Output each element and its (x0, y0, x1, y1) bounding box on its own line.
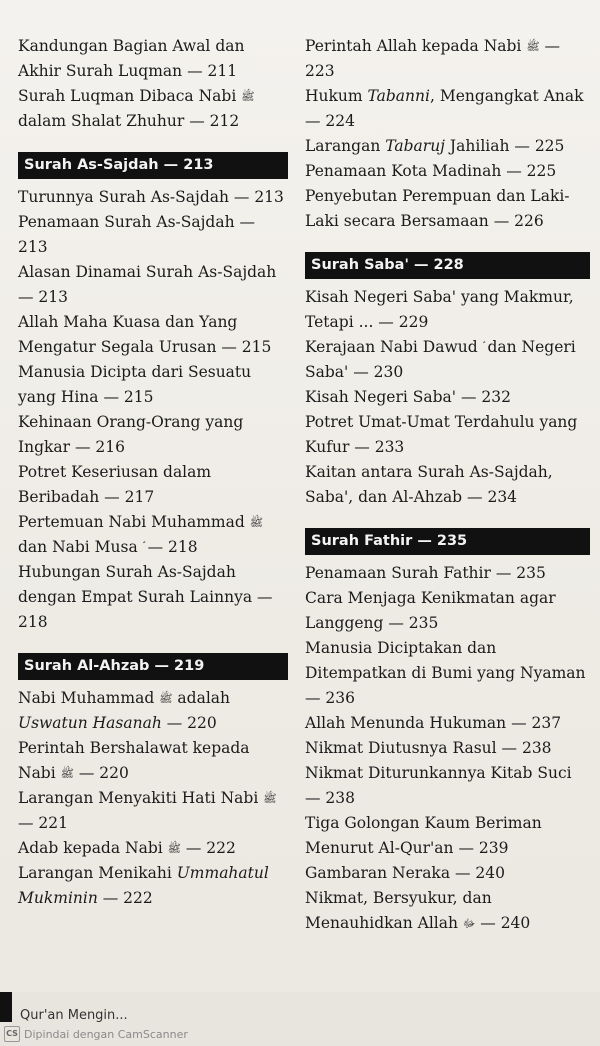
entry-text: adalah (172, 689, 230, 707)
entry-text: — 223 (305, 37, 561, 80)
entry-text: Nikmat Diutusnya Rasul — 238 (305, 739, 552, 757)
entry-text: Penyebutan Perempuan dan Laki-Laki secara Bersamaan — 226 (305, 187, 570, 230)
honorific-icon: ﷺ (167, 842, 181, 855)
toc-entry[interactable] (305, 861, 590, 886)
entry-text: Surah Luqman Dibaca Nabi (18, 87, 242, 105)
toc-entry[interactable] (18, 736, 288, 786)
entry-text: — 240 (475, 914, 531, 932)
entry-text: Kaitan antara Surah As-Sajdah, Saba', dan Al-Ahzab — 234 (305, 463, 553, 506)
section-header: Surah As-Sajdah — 213 (18, 152, 288, 179)
toc-entry[interactable] (305, 711, 590, 736)
entry-text: Kisah Negeri Saba' yang Makmur, Tetapi ... — 229 (305, 288, 574, 331)
entry-italic-term: Uswatun Hasanah (18, 714, 162, 732)
entry-text: Penamaan Surah As-Sajdah — 213 (18, 213, 256, 256)
toc-entry[interactable] (18, 210, 288, 260)
toc-entry[interactable] (305, 761, 590, 811)
section-header: Surah Fathir — 235 (305, 528, 590, 555)
entry-text: Kerajaan Nabi Dawud (305, 338, 483, 356)
entry-italic-term: Tabaruj (385, 137, 445, 155)
honorific-icon: ﷺ (526, 40, 540, 53)
entry-text: Manusia Diciptakan dan Ditempatkan di Bumi yang Nyaman — 236 (305, 639, 586, 707)
running-title: Qur'an Mengin... (20, 1008, 128, 1023)
scanner-text: Dipindai dengan CamScanner (24, 1027, 188, 1041)
entry-italic-term: Tabanni (367, 87, 430, 105)
section-header: Surah Al-Ahzab — 219 (18, 653, 288, 680)
toc-entry[interactable] (305, 34, 590, 84)
camscanner-logo-icon: CS (4, 1026, 20, 1042)
toc-entry[interactable] (305, 385, 590, 410)
toc-entry[interactable] (18, 185, 288, 210)
entry-text: dan Nabi Musa (18, 538, 143, 556)
toc-entry[interactable] (18, 84, 288, 134)
toc-entry[interactable] (305, 561, 590, 586)
toc-entry[interactable] (18, 786, 288, 836)
toc-entry[interactable] (18, 510, 288, 560)
entry-text: dan Negeri Saba' — 230 (305, 338, 576, 381)
toc-entry[interactable] (305, 159, 590, 184)
entry-text: Alasan Dinamai Surah As-Sajdah — 213 (18, 263, 277, 306)
folio-marker (0, 992, 12, 1022)
toc-entry[interactable] (305, 460, 590, 510)
entry-text: dalam Shalat Zhuhur — 212 (18, 112, 240, 130)
entry-text: Perintah Allah kepada Nabi (305, 37, 527, 55)
entry-text: , Mengangkat Anak — 224 (305, 87, 584, 130)
toc-entry[interactable] (18, 34, 288, 84)
toc-entry[interactable] (305, 184, 590, 234)
toc-entry[interactable] (305, 886, 590, 936)
entry-text: — 222 (97, 889, 153, 907)
honorific-icon: ﷺ (263, 792, 277, 805)
toc-column-right (305, 34, 590, 936)
entry-text: Potret Umat-Umat Terdahulu yang Kufur — 233 (305, 413, 578, 456)
toc-entry[interactable] (18, 560, 288, 635)
entry-text: Jahiliah — 225 (445, 137, 565, 155)
honorific-icon: ﷺ (159, 692, 173, 705)
entry-text: Hubungan Surah As-Sajdah dengan Empat Surah Lainnya — 218 (18, 563, 273, 631)
entry-text: Hukum (305, 87, 368, 105)
entry-text: Perintah Bershalawat kepada Nabi (18, 739, 250, 782)
toc-entry[interactable] (305, 84, 590, 134)
entry-text: Larangan (305, 137, 386, 155)
toc-entry[interactable] (18, 310, 288, 360)
entry-text: Manusia Dicipta dari Sesuatu yang Hina — 215 (18, 363, 252, 406)
honorific-icon: ﷻ (462, 917, 476, 930)
toc-entry[interactable] (305, 636, 590, 711)
entry-text: Potret Keseriusan dalam Beribadah — 217 (18, 463, 212, 506)
toc-entry[interactable] (305, 811, 590, 861)
entry-text: Larangan Menyakiti Hati Nabi (18, 789, 264, 807)
entry-text: Pertemuan Nabi Muhammad (18, 513, 250, 531)
section-header: Surah Saba' — 228 (305, 252, 590, 279)
honorific-icon: ﷺ (241, 90, 255, 103)
entry-text: — 218 (142, 538, 198, 556)
entry-text: Tiga Golongan Kaum Beriman Menurut Al-Qur'an — 239 (305, 814, 542, 857)
toc-entry[interactable] (18, 260, 288, 310)
entry-text: — 220 (161, 714, 217, 732)
toc-entry[interactable] (305, 410, 590, 460)
honorific-icon: ﷺ (249, 516, 264, 529)
entry-text: — 220 (73, 764, 129, 782)
scanner-watermark (4, 1026, 188, 1042)
entry-text: Cara Menjaga Kenikmatan agar Langgeng — 235 (305, 589, 556, 632)
entry-text: Kandungan Bagian Awal dan Akhir Surah Luqman — 211 (18, 37, 245, 80)
toc-column-left (18, 34, 288, 911)
entry-text: Penamaan Kota Madinah — 225 (305, 162, 557, 180)
toc-entry[interactable] (18, 460, 288, 510)
toc-entry[interactable] (18, 861, 288, 911)
entry-text: Nikmat Diturunkannya Kitab Suci — 238 (305, 764, 572, 807)
toc-entry[interactable] (305, 736, 590, 761)
toc-entry[interactable] (18, 360, 288, 410)
toc-entry[interactable] (305, 586, 590, 636)
entry-text: Gambaran Neraka — 240 (305, 864, 506, 882)
entry-text: Allah Maha Kuasa dan Yang Mengatur Segala Urusan — 215 (18, 313, 272, 356)
entry-text: Nikmat, Bersyukur, dan Menauhidkan Allah (305, 889, 492, 932)
entry-text: — 222 (180, 839, 236, 857)
honorific-icon: ﷺ (60, 767, 74, 780)
toc-entry[interactable] (18, 686, 288, 736)
entry-text: Allah Menunda Hukuman — 237 (305, 714, 562, 732)
toc-entry[interactable] (305, 285, 590, 335)
entry-text: Turunnya Surah As-Sajdah — 213 (18, 188, 284, 206)
entry-text: Kehinaan Orang-Orang yang Ingkar — 216 (18, 413, 244, 456)
toc-entry[interactable] (305, 134, 590, 159)
entry-text: Adab kepada Nabi (18, 839, 168, 857)
entry-text: Kisah Negeri Saba' — 232 (305, 388, 511, 406)
entry-text: — 221 (18, 814, 69, 832)
entry-text: Penamaan Surah Fathir — 235 (305, 564, 546, 582)
toc-entry[interactable] (18, 410, 288, 460)
toc-entry[interactable] (305, 335, 590, 385)
entry-text: Larangan Menikahi (18, 864, 177, 882)
entry-text: Nabi Muhammad (18, 689, 160, 707)
entry-italic-term: Ummahatul Mukminin (18, 864, 269, 907)
toc-entry[interactable] (18, 836, 288, 861)
